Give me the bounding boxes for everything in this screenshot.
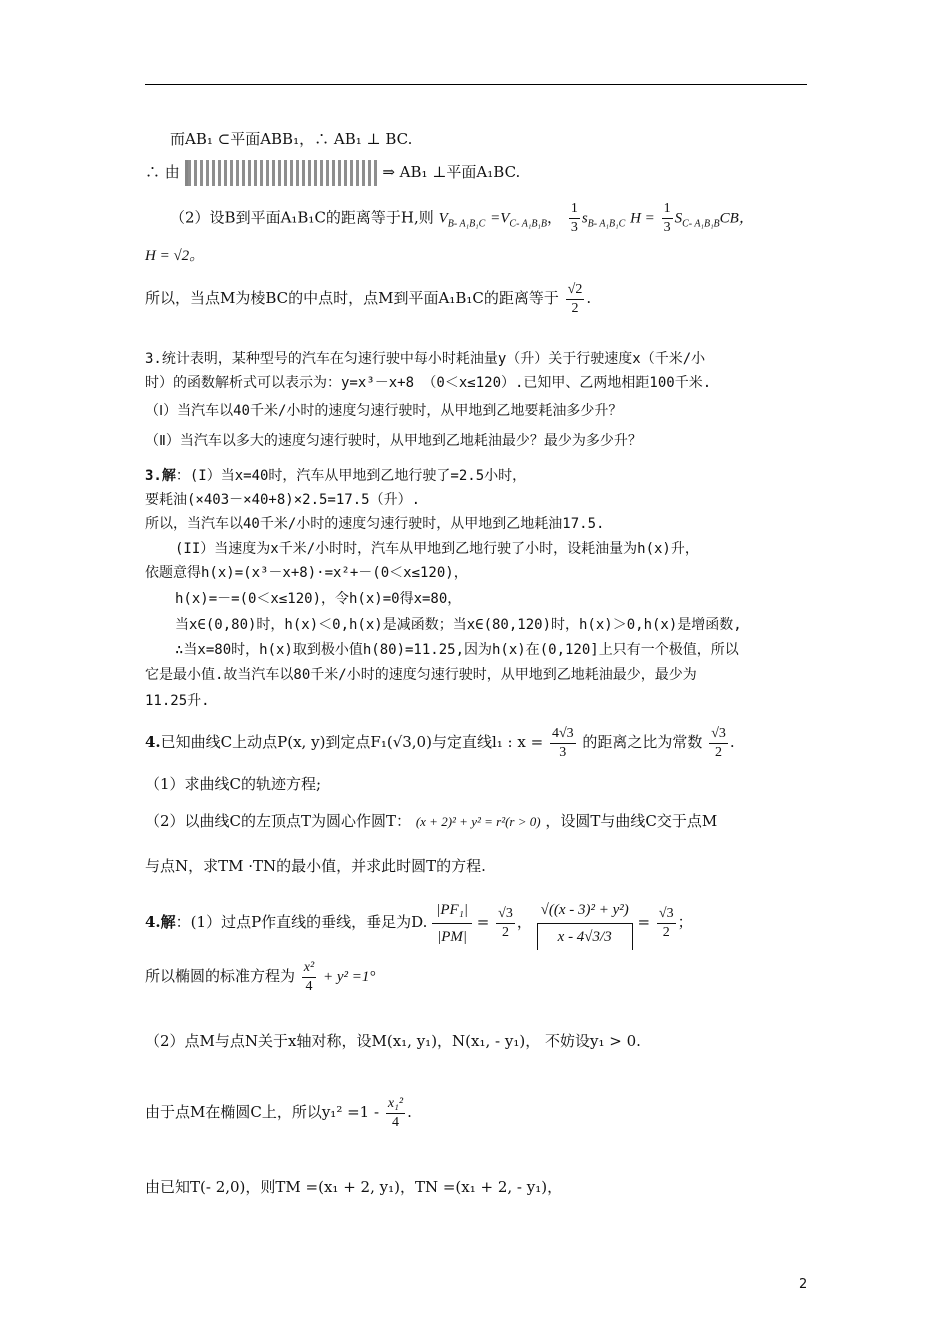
problem-text: [145, 810, 717, 833]
fraction-numerator: √3: [657, 905, 676, 924]
fraction-numerator: √3: [709, 725, 728, 744]
solution-text: [175, 614, 742, 636]
solution-text: [175, 538, 699, 560]
text-span: 3.统计表明，某种型号的汽车在匀速行驶中每小时耗油量y（升）关于行驶速度x（千米/小: [145, 351, 706, 367]
solution-text: [145, 1092, 412, 1132]
fraction-denominator: |PM|: [437, 928, 468, 945]
math-subscript: C- A₁B₁B: [682, 218, 720, 230]
text-span: h(x)=－=(0＜x≤120)，令h(x)=0得x=80，: [175, 591, 462, 607]
problem-text: [145, 773, 321, 795]
fraction-numerator: √3: [496, 905, 515, 924]
text-span: .: [407, 1103, 412, 1121]
text-span: ：(I）当x=40时，汽车从甲地到乙地行驶了=2.5小时，: [175, 468, 527, 484]
text-line: [170, 200, 754, 242]
text-span: ；: [677, 913, 693, 931]
problem-label: 4.: [145, 733, 161, 751]
text-span: 要耗油(×403－×40+8)×2.5=17.5（升）.: [145, 492, 421, 508]
problem-text: [145, 400, 622, 422]
text-span: 11.25升.: [145, 693, 210, 709]
fraction-denominator: 2: [715, 744, 723, 760]
solution-label: 3.解: [145, 468, 176, 484]
fraction: [496, 905, 515, 942]
text-line: [170, 128, 412, 150]
text-span: .: [729, 733, 735, 751]
problem-text: [145, 722, 735, 762]
text-span: 所以，当汽车以40千米/小时的速度匀速行驶时，从甲地到乙地耗油17.5.: [145, 516, 605, 532]
fraction: [537, 897, 633, 950]
fraction-denominator: 3: [663, 220, 671, 235]
text-span: （2）以曲线C的左顶点T为圆心作圆T：: [145, 812, 412, 830]
math-subscript: C- A₁B₁B: [509, 218, 548, 230]
text-span: 它是最小值.故当汽车以80千米/小时的速度匀速行驶时，从甲地到乙地耗油最少，最少为: [145, 667, 697, 683]
solution-text: [145, 664, 697, 686]
text-span: 所以椭圆的标准方程为: [145, 967, 296, 985]
text-span: 的距离之比为常数: [582, 733, 703, 751]
text-span: =: [476, 913, 490, 931]
text-span: ，设圆T与曲线C交于点M: [545, 812, 718, 830]
text-span: ：(1）过点P作直线的垂线，垂足为D.: [175, 913, 428, 931]
text-span: （Ⅰ）当汽车以40千米/小时的速度匀速行驶时，从甲地到乙地要耗油多少升？: [145, 403, 623, 419]
fraction-denominator: 2: [571, 300, 579, 316]
text-line: [145, 160, 520, 186]
fraction-numerator: x²: [302, 959, 316, 978]
text-span: 依题意得h(x)=(x³－x+8)·=x²+－(0＜x≤120)，: [145, 565, 468, 581]
text-span: （Ⅱ）当汽车以多大的速度匀速行驶时，从甲地到乙地耗油最少？最少为多少升？: [145, 433, 642, 449]
fraction: [302, 959, 316, 996]
fraction: [550, 725, 576, 762]
math-symbol: =V: [490, 210, 510, 227]
problem-text: [145, 372, 711, 394]
text-span: ⇒ AB₁ ⊥平面A₁BC.: [382, 163, 521, 181]
fraction: [709, 725, 728, 762]
page-number: 2: [799, 1277, 808, 1292]
text-span: 由于点M在椭圆C上，所以y₁² =1 -: [145, 1103, 380, 1121]
text-span: ，: [516, 913, 532, 931]
fraction-denominator: 3: [570, 220, 578, 235]
fraction: [662, 200, 673, 237]
math-symbol: H =: [630, 210, 655, 227]
solution-text: [145, 892, 693, 952]
text-span: （2）点M与点N关于x轴对称，设M(x₁, y₁)，N(x₁, - y₁)， 不妨设y₁ > 0.: [145, 1032, 641, 1050]
problem-text: [145, 348, 705, 370]
solution-text: [175, 588, 461, 610]
fraction-numerator: 1: [662, 200, 673, 219]
text-line: [145, 280, 591, 318]
fraction: [386, 1095, 405, 1132]
math-symbol: CB，: [719, 210, 754, 227]
fraction-numerator: √2: [566, 281, 585, 300]
text-span: ∴ 由: [145, 163, 180, 181]
text-span: （1）求曲线C的轨迹方程;: [145, 775, 322, 793]
math-symbol: s: [581, 210, 588, 227]
text-span: (II）当速度为x千米/小时时，汽车从甲地到乙地行驶了小时，设耗油量为h(x)升，: [175, 541, 699, 557]
text-span: 当x∈(0,80)时，h(x)＜0,h(x)是减函数；当x∈(80,120)时，h(x)＞0,h(x)是增函数,: [175, 617, 742, 633]
fraction-denominator: 2: [501, 924, 509, 940]
fraction-numerator: x₁²: [386, 1095, 405, 1114]
solution-text: [175, 639, 739, 661]
solution-text: [145, 1030, 641, 1052]
fraction: [657, 905, 676, 942]
text-span: 所以，当点M为棱BC的中点时，点M到平面A₁B₁C的距离等于: [145, 289, 559, 307]
text-span: （2）设B到平面A₁B₁C的距离等于H,则: [170, 208, 434, 227]
solution-label: 4.解: [145, 913, 176, 931]
fraction-denominator: 4: [391, 1114, 399, 1130]
garbled-equation-system: [185, 160, 378, 186]
fraction-denominator: 3: [559, 744, 567, 760]
fraction-denominator: x - 4√3/3: [537, 924, 633, 950]
fraction: [569, 200, 580, 237]
solution-text: [145, 1176, 562, 1198]
problem-text: [145, 430, 642, 452]
text-span: ，: [547, 208, 563, 227]
fraction-denominator: 4: [305, 978, 313, 994]
math-expression: + y² =1°: [323, 969, 376, 985]
math-expression: (x + 2)² + y² = r²(r > 0): [415, 814, 541, 829]
solution-text: [145, 690, 210, 712]
problem-text: [145, 855, 486, 877]
solution-text: [145, 465, 526, 487]
solution-text: [145, 513, 604, 535]
math-symbol: S: [674, 210, 683, 227]
header-rule: [145, 84, 807, 85]
math-subscript: B- A₁B₁C: [447, 218, 486, 230]
math-subscript: B- A₁B₁C: [587, 218, 626, 230]
text-span: 而AB₁ ⊂平面ABB₁，∴ AB₁ ⊥ BC.: [170, 130, 413, 148]
text-span: H = √2。: [145, 248, 205, 264]
solution-text: [145, 489, 420, 511]
fraction-numerator: 1: [569, 200, 580, 219]
solution-text: [145, 956, 375, 997]
fraction-denominator: 2: [662, 924, 670, 940]
text-span: 与点N，求TM ·TN的最小值，并求此时圆T的方程.: [145, 857, 486, 875]
fraction: [432, 897, 472, 950]
text-span: ∴当x=80时，h(x)取到极小值h(80)=11.25,因为h(x)在(0,120]上只有一个极值，所以: [175, 642, 739, 658]
text-span: .: [586, 289, 592, 307]
solution-text: [145, 562, 468, 584]
text-span: =: [637, 913, 651, 931]
text-span: 已知曲线C上动点P(x, y)到定点F₁(√3,0)与定直线l₁ : x =: [160, 733, 544, 751]
text-span: 时）的函数解析式可以表示为：y=x³－x+8 （0＜x≤120）.已知甲、乙两地相距100千米.: [145, 375, 712, 391]
fraction-numerator: 4√3: [550, 725, 576, 744]
fraction: [566, 281, 585, 318]
fraction-numerator: |PF₁|: [432, 897, 472, 924]
text-line: [145, 245, 204, 267]
math-symbol: V: [438, 210, 448, 227]
fraction-numerator: √((x - 3)² + y²): [537, 897, 633, 924]
text-span: 由已知T(- 2,0)，则TM =(x₁ + 2, y₁)，TN =(x₁ + 2, - y₁)，: [145, 1178, 563, 1196]
